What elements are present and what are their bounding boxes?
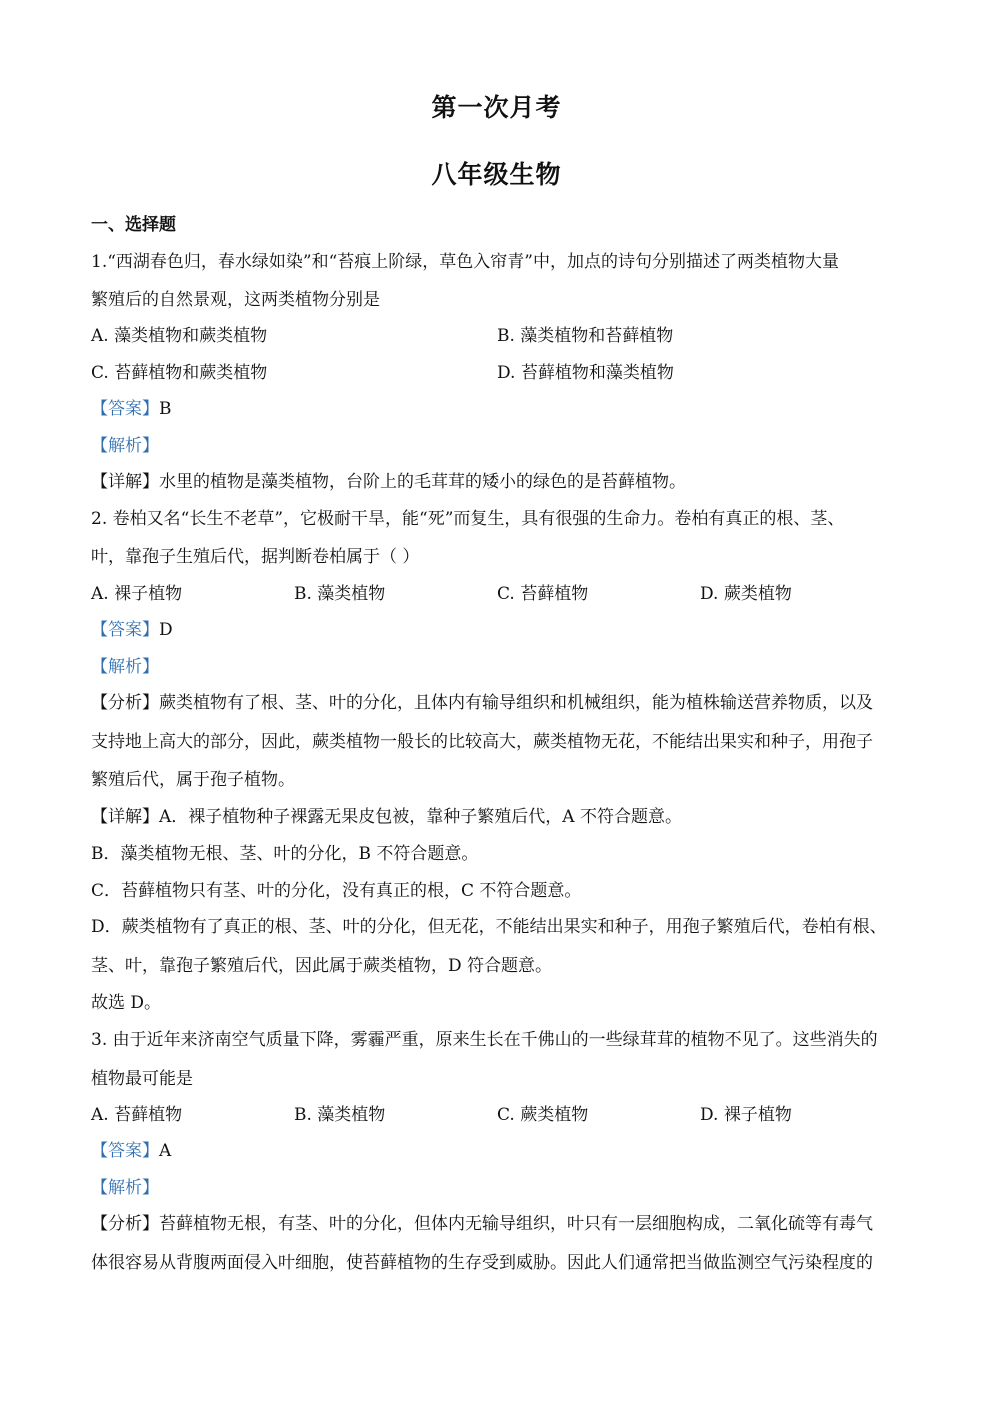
q2-detail-line-5: 茎、叶，靠孢子繁殖后代，因此属于蕨类植物，D 符合题意。 [91, 956, 553, 976]
q2-conclusion: 故选 D。 [91, 993, 162, 1013]
q1-option-a: A. 藻类植物和蕨类植物 [91, 326, 268, 346]
answer-tag: 【答案】 [91, 1141, 159, 1161]
q2-answer [91, 619, 173, 641]
page-title: 第一次月考 [431, 93, 562, 122]
q1-stem-line-2: 繁殖后的自然景观，这两类植物分别是 [91, 290, 380, 310]
q1-answer [91, 398, 172, 420]
q2-detail-line-1: 【详解】A．裸子植物种子裸露无果皮包被，靠种子繁殖后代，A 不符合题意。 [91, 807, 682, 827]
q1-analysis-tag: 【解析】 [91, 436, 159, 456]
q3-stem-line-1: 3. 由于近年来济南空气质量下降，雾霾严重，原来生长在千佛山的一些绿茸茸的植物不见了。这些消失的 [91, 1030, 878, 1050]
q3-analysis-line-1: 【分析】苔藓植物无根，有茎、叶的分化，但体内无输导组织，叶只有一层细胞构成，二氧化硫等有毒气 [91, 1214, 873, 1234]
q2-analysis-line-3: 繁殖后代，属于孢子植物。 [91, 770, 295, 790]
q2-analysis-line-1: 【分析】蕨类植物有了根、茎、叶的分化，且体内有输导组织和机械组织，能为植株输送营养物质，以及 [91, 693, 873, 713]
q3-option-a: A. 苔藓植物 [91, 1105, 183, 1125]
answer-value: D [159, 620, 173, 640]
q3-stem-line-2: 植物最可能是 [91, 1069, 193, 1089]
q3-option-b: B. 藻类植物 [294, 1105, 386, 1125]
page-subtitle: 八年级生物 [431, 160, 562, 189]
answer-tag: 【答案】 [91, 399, 159, 419]
q1-option-b: B. 藻类植物和苔藓植物 [497, 326, 674, 346]
q3-answer [91, 1140, 171, 1162]
section-heading: 一、选择题 [91, 215, 176, 235]
q3-option-d: D. 裸子植物 [700, 1105, 792, 1125]
q2-option-c: C. 苔藓植物 [497, 584, 589, 604]
answer-value: B [159, 399, 172, 419]
q2-detail-line-3: C．苔藓植物只有茎、叶的分化，没有真正的根，C 不符合题意。 [91, 881, 582, 901]
q1-stem-line-1: 1.“西湖春色归，春水绿如染”和“苔痕上阶绿，草色入帘青”中，加点的诗句分别描述了两类植物大量 [91, 252, 839, 272]
q2-analysis-line-2: 支持地上高大的部分，因此，蕨类植物一般长的比较高大，蕨类植物无花，不能结出果实和种子，用孢子 [91, 732, 873, 752]
q3-option-c: C. 蕨类植物 [497, 1105, 589, 1125]
q2-option-b: B. 藻类植物 [294, 584, 386, 604]
q3-analysis-tag: 【解析】 [91, 1178, 159, 1198]
q2-option-a: A. 裸子植物 [91, 584, 183, 604]
q2-stem-line-1: 2. 卷柏又名“长生不老草”，它极耐干旱，能“死”而复生，具有很强的生命力。卷柏有真正的根、茎、 [91, 509, 845, 529]
q2-stem-line-2: 叶，靠孢子生殖后代，据判断卷柏属于（ ） [91, 547, 420, 567]
q2-detail-line-2: B．藻类植物无根、茎、叶的分化，B 不符合题意。 [91, 844, 479, 864]
q2-analysis-tag: 【解析】 [91, 657, 159, 677]
q2-option-d: D. 蕨类植物 [700, 584, 792, 604]
q1-option-c: C. 苔藓植物和蕨类植物 [91, 363, 268, 383]
q2-detail-line-4: D．蕨类植物有了真正的根、茎、叶的分化，但无花，不能结出果实和种子，用孢子繁殖后代，卷柏有根、 [91, 917, 887, 937]
q3-analysis-line-2: 体很容易从背腹两面侵入叶细胞，使苔藓植物的生存受到威胁。因此人们通常把当做监测空气污染程度的 [91, 1253, 873, 1273]
q1-option-d: D. 苔藓植物和藻类植物 [497, 363, 674, 383]
q1-detail: 【详解】水里的植物是藻类植物，台阶上的毛茸茸的矮小的绿色的是苔藓植物。 [91, 472, 686, 492]
answer-tag: 【答案】 [91, 620, 159, 640]
answer-value: A [159, 1141, 172, 1161]
